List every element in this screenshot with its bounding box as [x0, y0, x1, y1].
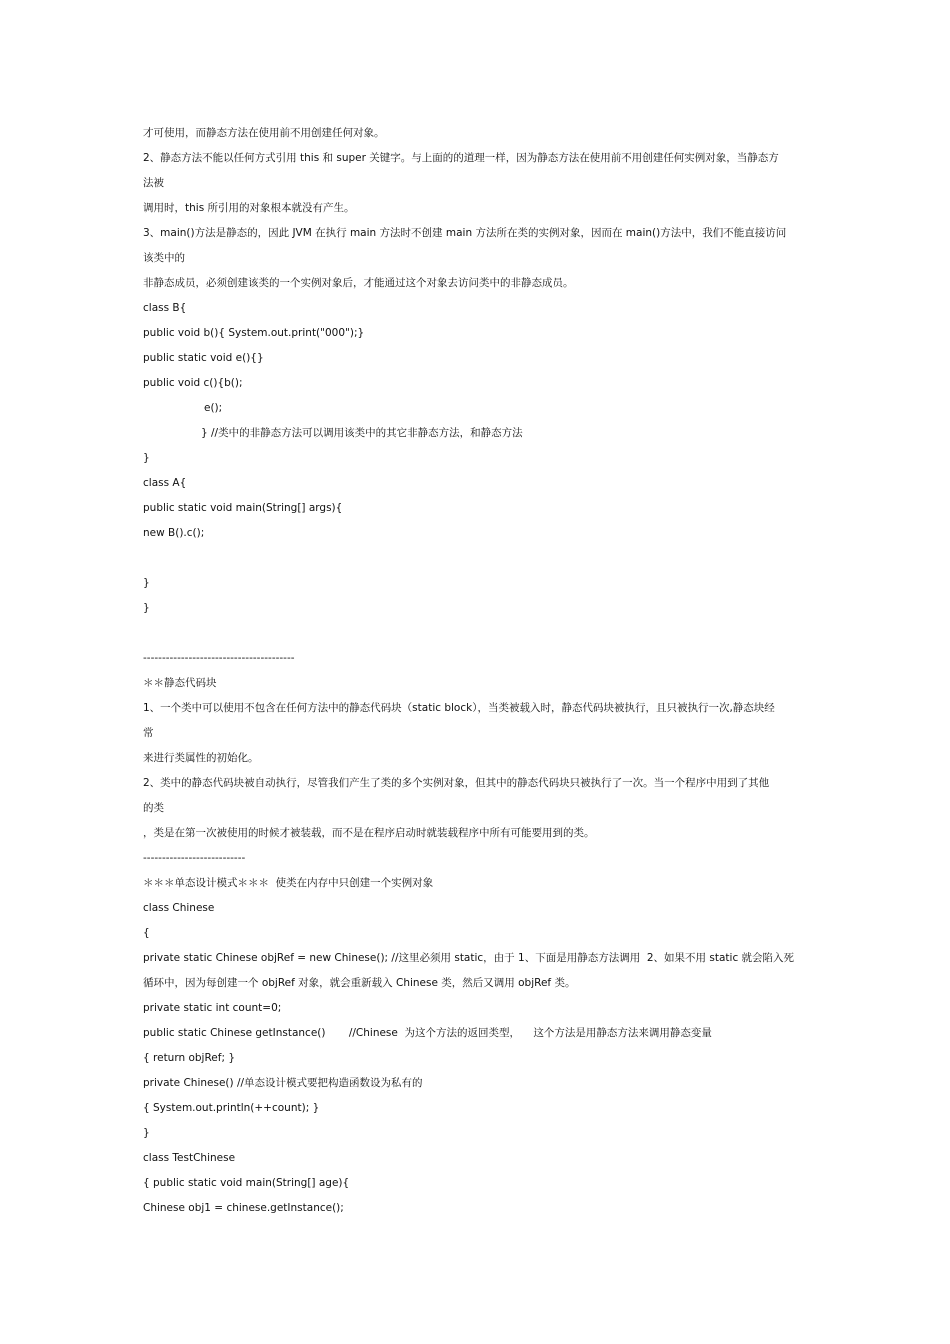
blank-line — [143, 546, 813, 571]
text-line: 循环中，因为每创建一个 objRef 对象，就会重新载入 Chinese 类，然后又调用 objRef 类。 — [143, 977, 576, 989]
text-line: public static void e(){} — [143, 352, 264, 364]
text-line: class B{ — [143, 302, 187, 314]
text-line: 2、类中的静态代码块被自动执行，尽管我们产生了类的多个实例对象，但其中的静态代码块只被执行了一次。当一个程序中用到了其他 — [143, 777, 770, 789]
text-line: 常 — [143, 727, 154, 739]
text-line: 3、main()方法是静态的，因此 JVM 在执行 main 方法时不创建 main 方法所在类的实例对象，因而在 main()方法中，我们不能直接访问 — [143, 227, 787, 239]
text-line: { — [143, 927, 150, 939]
text-line: } //类中的非静态方法可以调用该类中的其它非静态方法，和静态方法 — [201, 427, 523, 439]
text-line: 2、静态方法不能以任何方式引用 this 和 super 关键字。与上面的的道理一样，因为静态方法在使用前不用创建任何实例对象，当静态方 — [143, 152, 779, 164]
text-line: e(); — [204, 402, 223, 414]
text-line: 非静态成员，必须创建该类的一个实例对象后，才能通过这个对象去访问类中的非静态成员。 — [143, 277, 574, 289]
text-line: 来进行类属性的初始化。 — [143, 752, 259, 764]
blank-line — [143, 621, 813, 646]
text-line: Chinese obj1 = chinese.getInstance(); — [143, 1202, 344, 1214]
text-line: public static Chinese getInstance() //Chinese 为这个方法的返回类型， 这个方法是用静态方法来调用静态变量 — [143, 1027, 712, 1039]
text-line: 才可使用，而静态方法在使用前不用创建任何对象。 — [143, 127, 385, 139]
text-line: class Chinese — [143, 902, 215, 914]
text-line: private static Chinese objRef = new Chinese(); //这里必须用 static，由于 1、下面是用静态方法调用 2、如果不用 static 就会陷入死 — [143, 952, 795, 964]
text-line: class A{ — [143, 477, 187, 489]
text-line: public void c(){b(); — [143, 377, 243, 389]
text-line: ，类是在第一次被使用的时候才被装载，而不是在程序启动时就装载程序中所有可能要用到的类。 — [143, 827, 595, 839]
document-body — [143, 121, 813, 1221]
text-line: ---------------------------------------- — [143, 652, 295, 664]
text-line: } — [143, 452, 150, 464]
text-line: 调用时，this 所引用的对象根本就没有产生。 — [143, 202, 355, 214]
text-line: --------------------------- — [143, 852, 246, 864]
text-line: } — [143, 602, 150, 614]
text-line: 1、一个类中可以使用不包含在任何方法中的静态代码块（static block），当类被载入时，静态代码块被执行，且只被执行一次,静态块经 — [143, 702, 775, 714]
text-line: private static int count=0; — [143, 1002, 282, 1014]
text-line: { System.out.println(++count); } — [143, 1102, 320, 1114]
text-line: { return objRef; } — [143, 1052, 236, 1064]
text-line: public static void main(String[] args){ — [143, 502, 343, 514]
text-line: class TestChinese — [143, 1152, 236, 1164]
text-line: 的类 — [143, 802, 164, 814]
text-line: } — [143, 1127, 150, 1139]
text-line: public void b(){ System.out.print("000");} — [143, 327, 365, 339]
text-line: ＊＊＊单态设计模式＊＊＊ 使类在内存中只创建一个实例对象 — [143, 877, 434, 889]
text-line: private Chinese() //单态设计模式要把构造函数设为私有的 — [143, 1077, 423, 1089]
text-line: { public static void main(String[] age){ — [143, 1177, 350, 1189]
text-line: 该类中的 — [143, 252, 185, 264]
text-line: } — [143, 577, 150, 589]
text-line: new B().c(); — [143, 527, 205, 539]
text-line: 法被 — [143, 177, 164, 189]
text-line: ＊＊静态代码块 — [143, 677, 217, 689]
